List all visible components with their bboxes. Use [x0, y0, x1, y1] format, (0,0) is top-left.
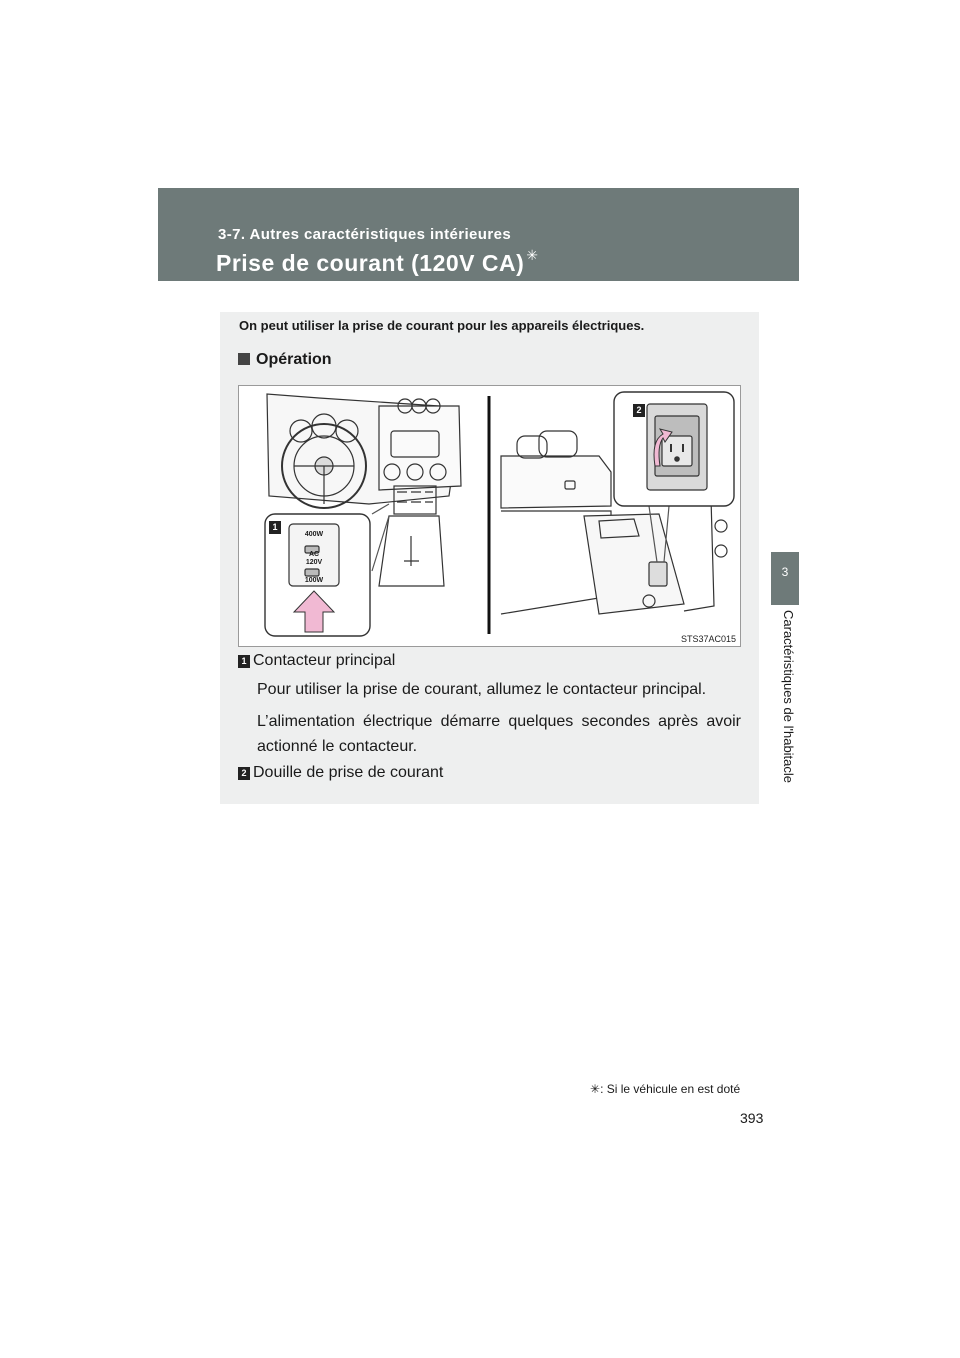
callout-label-1: 1 [272, 522, 278, 532]
chapter-number: 3 [781, 565, 789, 579]
item-1-paragraph-2: L’alimentation électrique démarre quelques secondes après avoir actionné le contacteur. [257, 713, 741, 755]
page-title [216, 247, 539, 277]
dashboard-cargo-drawing [239, 386, 740, 646]
item-2-title [238, 764, 443, 782]
asterisk-icon: ✳ [526, 247, 539, 263]
subheading [238, 351, 332, 369]
square-bullet-icon [238, 353, 250, 365]
item-1-paragraph-1: Pour utiliser la prise de courant, allumez le contacteur principal. [257, 681, 707, 698]
chapter-title-vertical [779, 610, 799, 830]
item-1-title-text: Contacteur principal [253, 652, 396, 669]
subheading-text: Opération [256, 351, 332, 368]
chapter-title: Caractéristiques de l'habitacle [781, 610, 796, 784]
illustration-code: STS37AC015 [680, 634, 736, 644]
switch-label-120v: 120V [305, 559, 323, 566]
section-label: 3-7. Autres caractéristiques intérieures [218, 226, 512, 243]
switch-label-ac: AC [308, 551, 320, 558]
intro-text: On peut utiliser la prise de courant pour les appareils électriques. [239, 318, 645, 333]
page-number: 393 [740, 1110, 764, 1126]
footnote-text: : Si le véhicule en est doté [600, 1082, 741, 1096]
number-badge-2: 2 [238, 767, 250, 780]
switch-label-100w: 100W [304, 577, 324, 584]
illustration [238, 385, 741, 647]
footnote [590, 1082, 740, 1096]
page-title-text: Prise de courant (120V CA) [216, 250, 525, 276]
item-1-title [238, 652, 395, 670]
number-badge-1: 1 [238, 655, 250, 668]
callout-label-2: 2 [636, 405, 642, 415]
item-2-title-text: Douille de prise de courant [253, 764, 444, 781]
switch-label-400w: 400W [304, 531, 324, 538]
asterisk-icon: ✳ [590, 1082, 601, 1096]
